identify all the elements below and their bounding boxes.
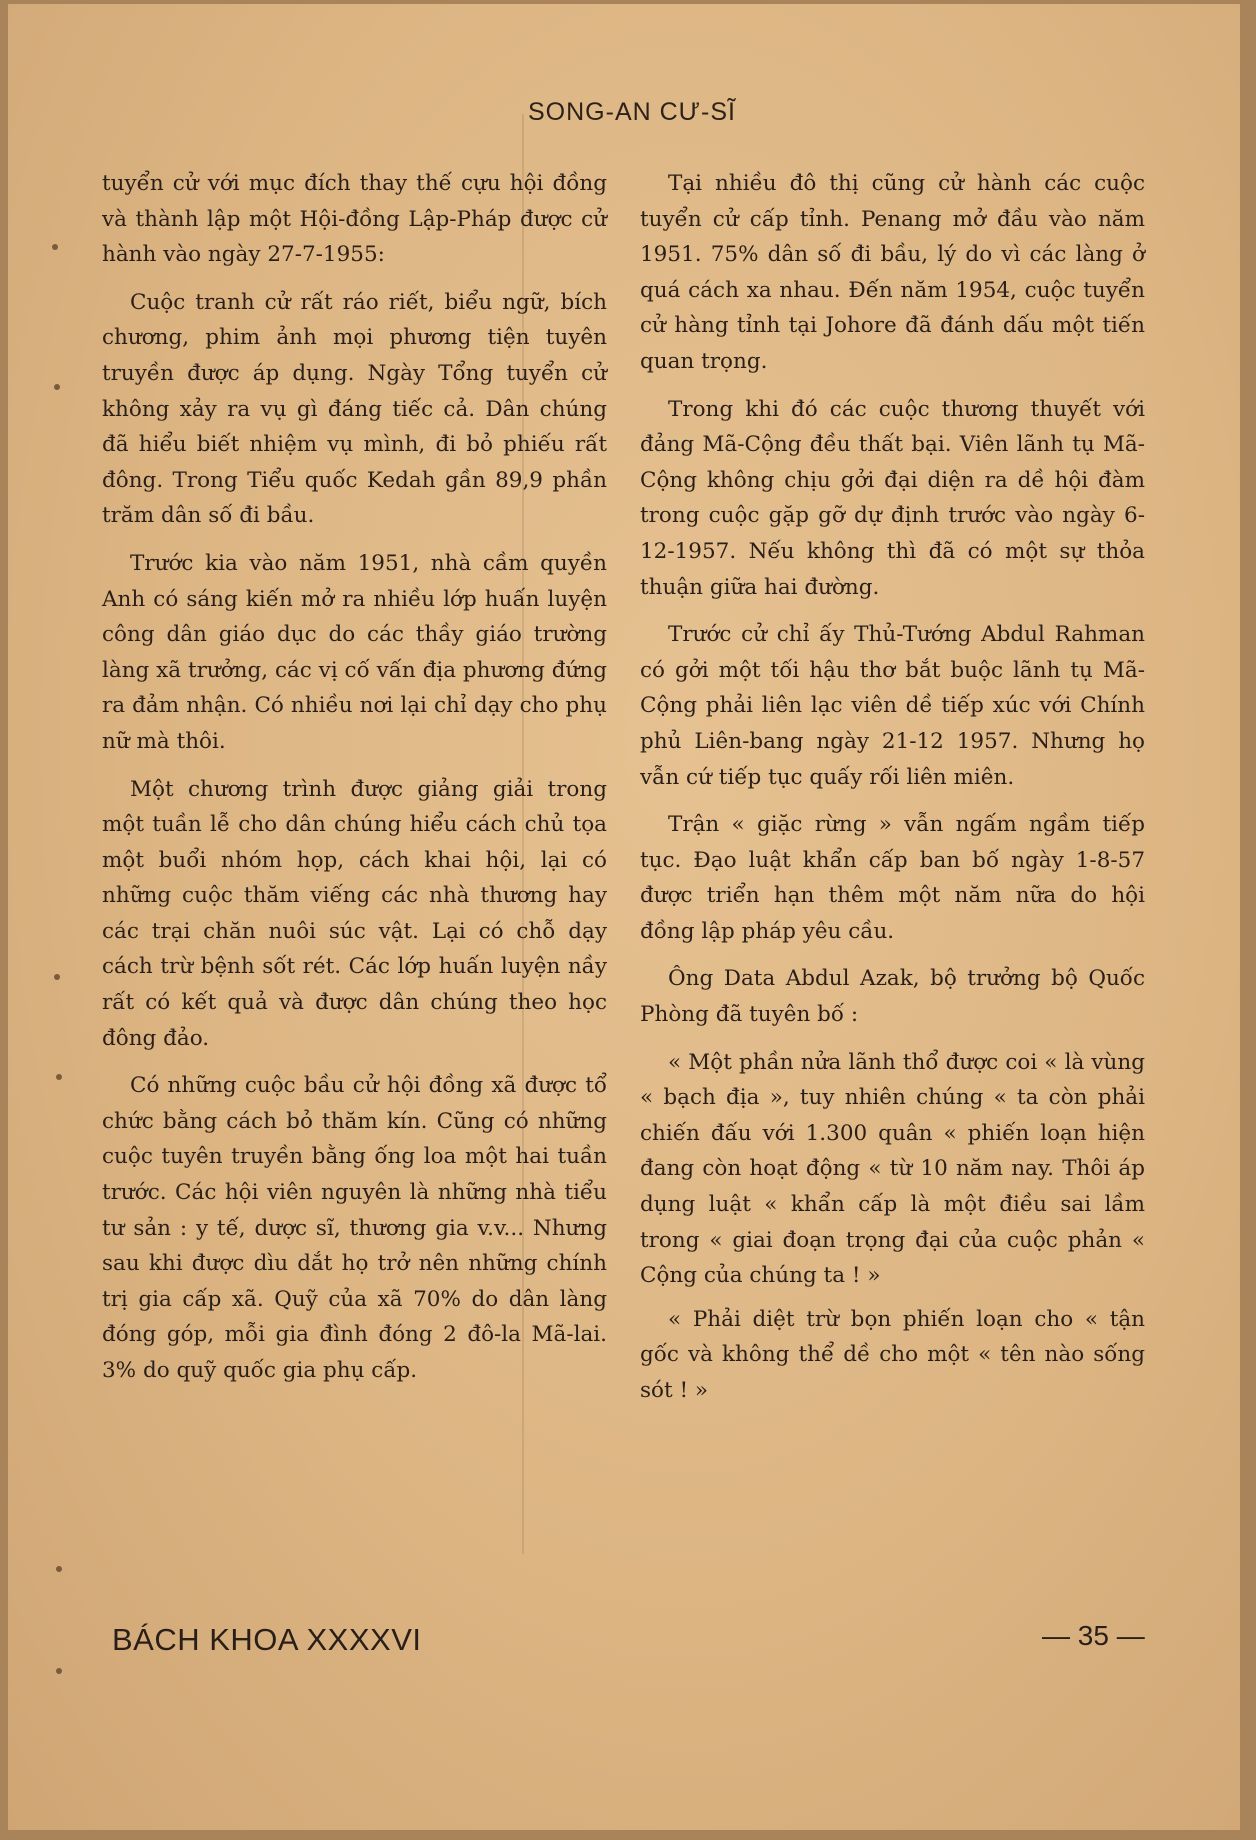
paper-speck [54, 974, 60, 980]
magazine-page [8, 4, 1240, 1830]
left-text-column [102, 166, 607, 1401]
paragraph: Trước cử chỉ ấy Thủ-Tướng Abdul Rahman có gởi một tối hậu thơ bắt buộc lãnh tụ Mã-Cộng phải liên lạc viên dề tiếp xúc với Chính phủ Liên-bang ngày 21-12 1957. Nhưng họ vẫn cứ tiếp tục quấy rối liên miên. [640, 622, 1145, 790]
paragraph: Trận « giặc rừng » vẫn ngấm ngầm tiếp tục. Đạo luật khẩn cấp ban bố ngày 1-8-57 được triển hạn thêm một năm nữa do hội đồng lập pháp yêu cầu. [640, 812, 1145, 944]
running-header: SONG-AN CƯ-SĨ [528, 98, 736, 126]
paper-speck [56, 1668, 62, 1674]
publication-footer: BÁCH KHOA XXXXVI [112, 1622, 422, 1657]
page-number: — 35 — [1042, 1620, 1145, 1651]
paper-speck [54, 384, 60, 390]
quotation: « Phải diệt trừ bọn phiến loạn cho « tận gốc và không thể dề cho một « tên nào sống sót ! » [640, 1306, 1145, 1403]
paragraph: Tại nhiều đô thị cũng cử hành các cuộc tuyển cử cấp tỉnh. Penang mở đầu vào năm 1951. 75% dân số đi bầu, lý do vì các làng ở quá cách xa nhau. Đến năm 1954, cuộc tuyển cử hàng tỉnh tại Johore đã đánh dấu một tiến quan trọng. [640, 171, 1145, 374]
quotation: « Một phần nửa lãnh thổ được coi « là vùng « bạch địa », tuy nhiên chúng « ta còn phải chiến đấu với 1.300 quân « phiến loạn hiện đang còn hoạt động « từ 10 năm nay. Thôi áp dụng luật « khẩn cấp là một điều sai lầm trong « giai đoạn trọng đại của cuộc phản « Cộng của chúng ta ! » [640, 1049, 1145, 1289]
paragraph: tuyển cử với mục đích thay thế cựu hội đồng và thành lập một Hội-đồng Lập-Pháp được cử hành vào ngày 27-7-1955: [102, 171, 607, 268]
right-text-column [640, 166, 1145, 1417]
paragraph: Ông Data Abdul Azak, bộ trưởng bộ Quốc Phòng đã tuyên bố : [640, 966, 1145, 1028]
paper-speck [56, 1074, 62, 1080]
paragraph: Trong khi đó các cuộc thương thuyết với đảng Mã-Cộng đều thất bại. Viên lãnh tụ Mã-Cộng không chịu gởi đại diện ra dề hội đàm trong cuộc gặp gỡ dự định trước vào ngày 6-12-1957. Nếu không thì đã có một sự thỏa thuận giữa hai đường. [640, 396, 1145, 600]
paragraph: Cuộc tranh cử rất ráo riết, biểu ngữ, bích chương, phim ảnh mọi phương tiện tuyên truyền được áp dụng. Ngày Tổng tuyển cử không xảy ra vụ gì đáng tiếc cả. Dân chúng đã hiểu biết nhiệm vụ mình, đi bỏ phiếu rất đông. Trong Tiểu quốc Kedah gần 89,9 phần trăm dân số đi bầu. [102, 289, 607, 529]
paper-speck [56, 1566, 62, 1572]
paragraph: Một chương trình được giảng giải trong một tuần lễ cho dân chúng hiểu cách chủ tọa một buổi nhóm họp, cách khai hội, lại có những cuộc thăm viếng các nhà thương hay các trại chăn nuôi súc vật. Lại có chỗ dạy cách trừ bệnh sốt rét. Các lớp huấn luyện nầy rất có kết quả và được dân chúng theo học đông đảo. [102, 776, 607, 1051]
paragraph: Có những cuộc bầu cử hội đồng xã được tổ chức bằng cách bỏ thăm kín. Cũng có những cuộc tuyên truyền bằng ống loa một hai tuần trước. Các hội viên nguyên là những nhà tiểu tư sản : y tế, dược sĩ, thương gia v.v... Nhưng sau khi được dìu dắt họ trở nên những chính trị gia cấp xã. Quỹ của xã 70% do dân làng đóng góp, mỗi gia đình đóng 2 đô-la Mã-lai. 3% do quỹ quốc gia phụ cấp. [102, 1073, 607, 1383]
paragraph: Trước kia vào năm 1951, nhà cầm quyền Anh có sáng kiến mở ra nhiều lớp huấn luyện công dân giáo dục do các thầy giáo trường làng xã trưởng, các vị cố vấn địa phương đứng ra đảm nhận. Có nhiều nơi lại chỉ dạy cho phụ nữ mà thôi. [102, 550, 607, 754]
paper-speck [52, 244, 58, 250]
